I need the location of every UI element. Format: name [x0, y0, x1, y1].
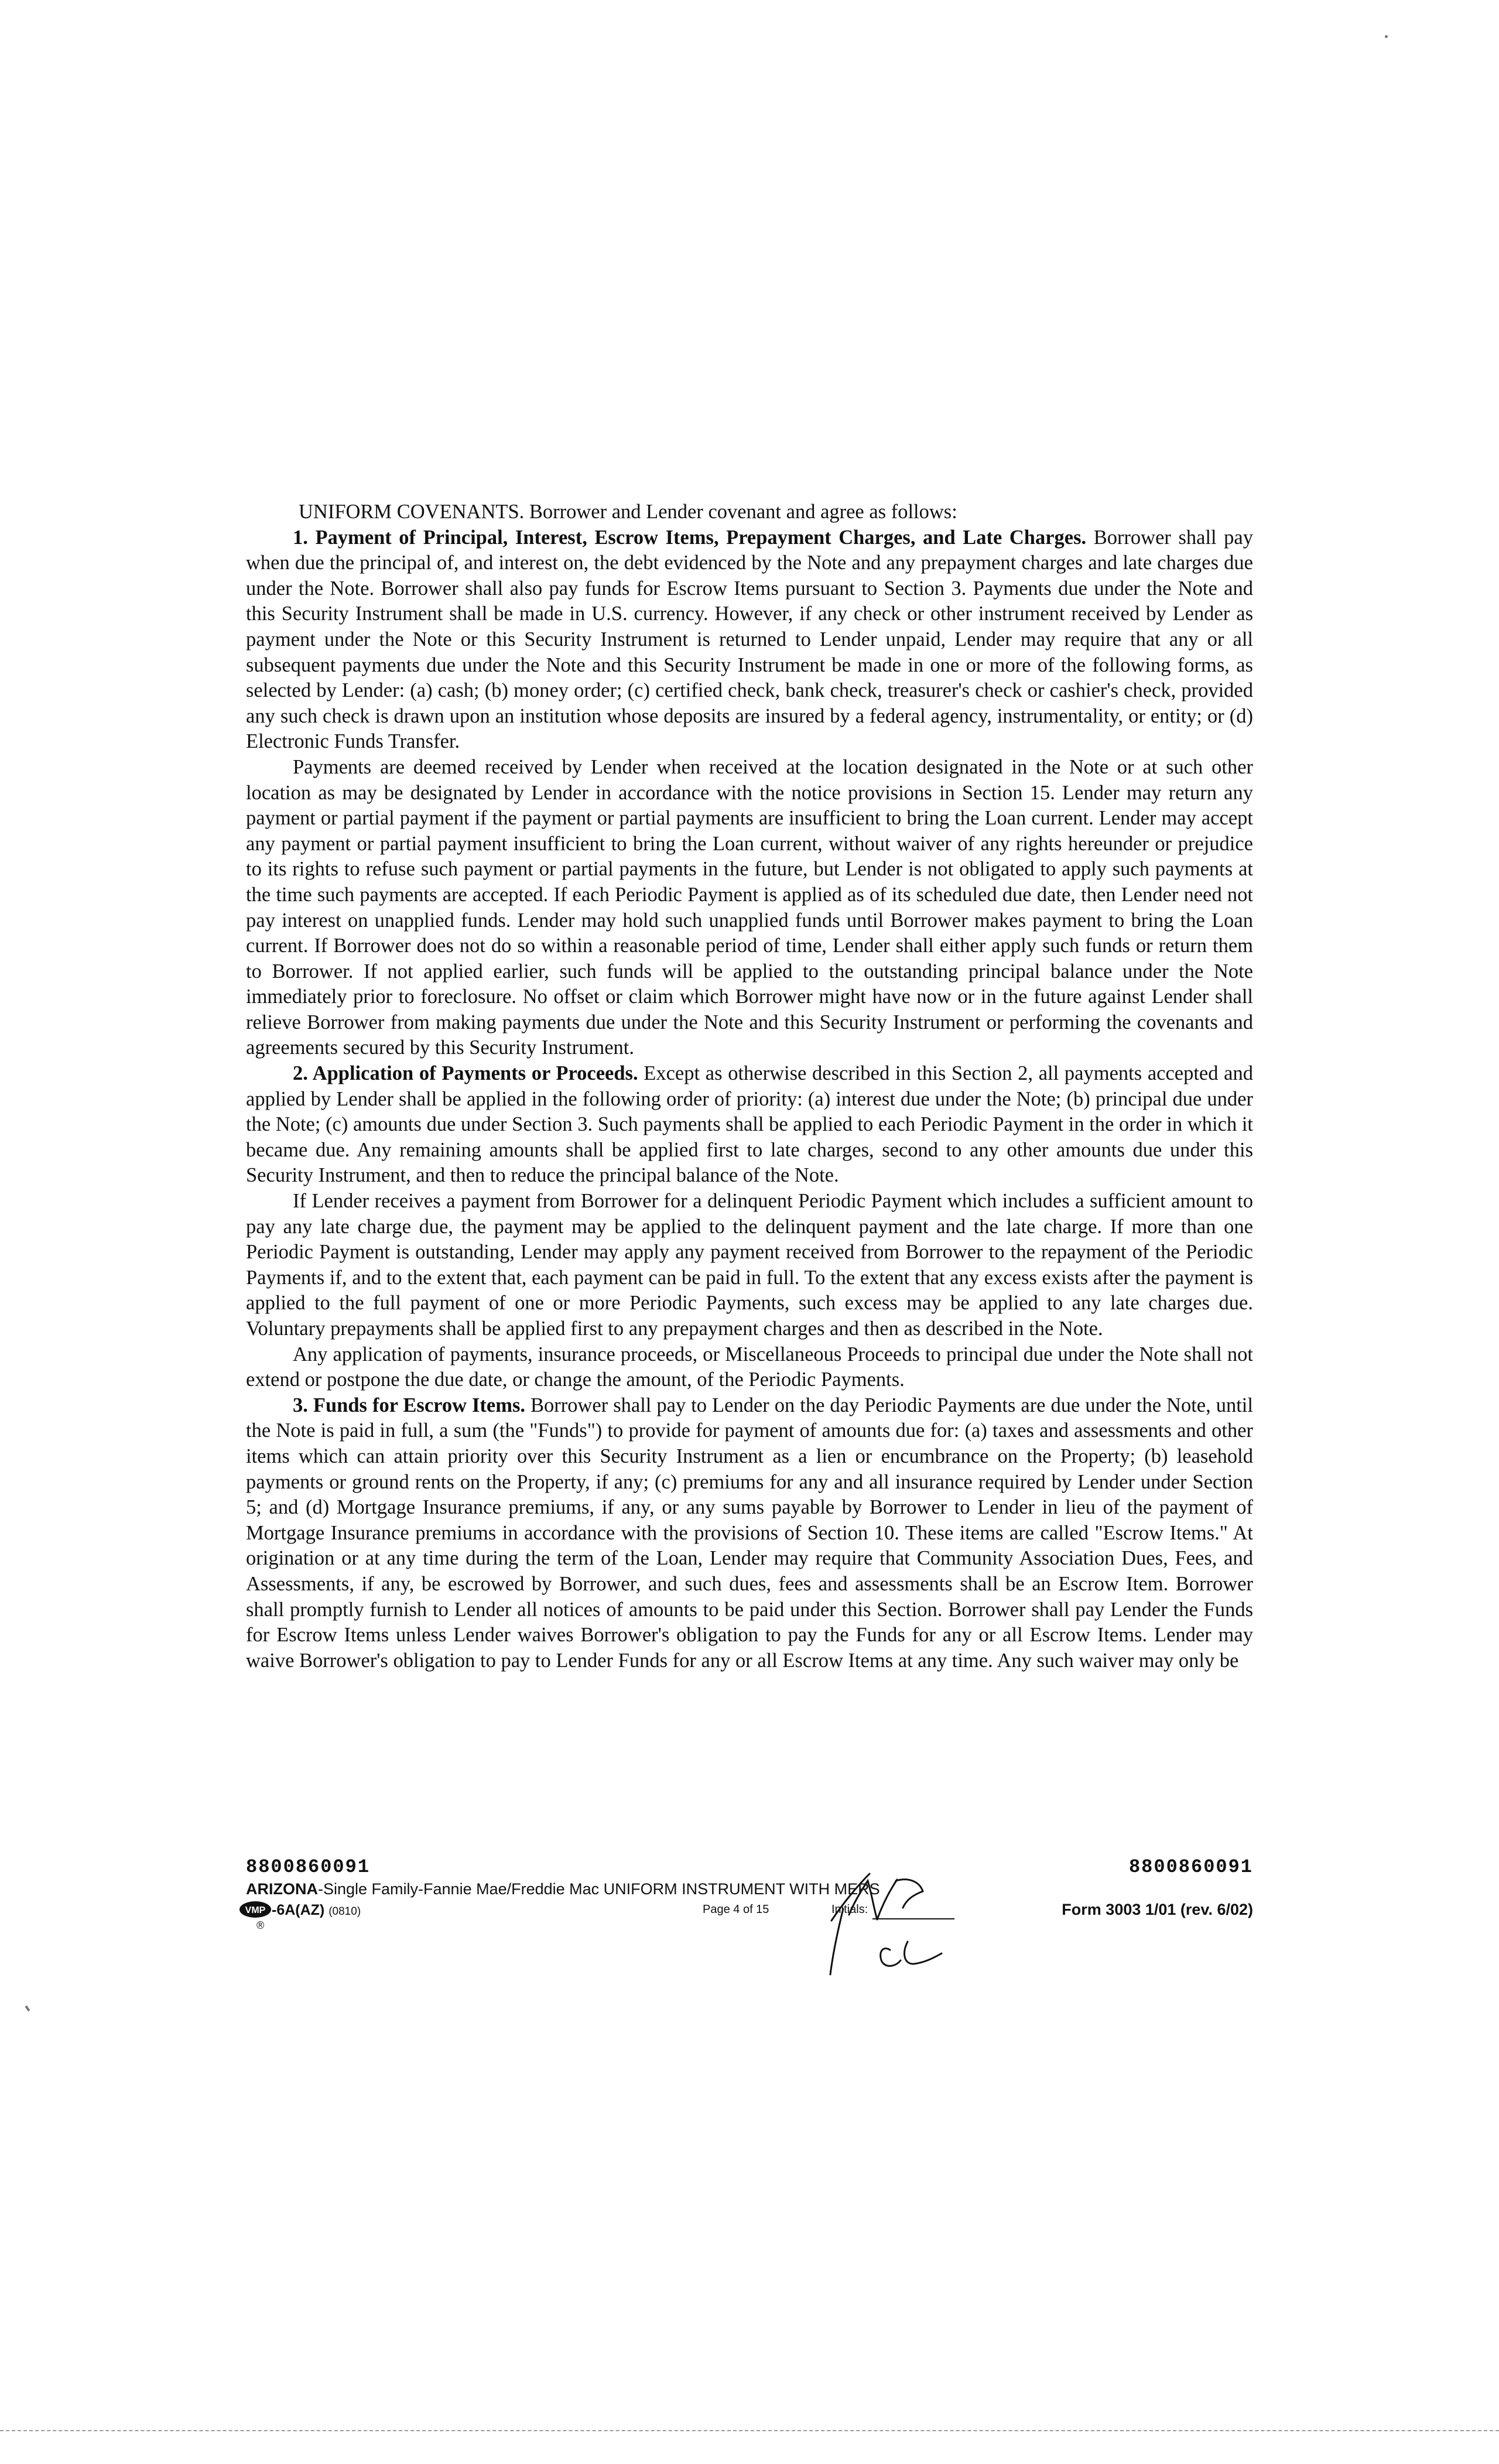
paragraph: [246, 1393, 1253, 1674]
form-code: [272, 1902, 361, 1919]
form-description: -Single Family-Fannie Mae/Freddie Mac UNIFORM INSTRUMENT WITH MERS: [318, 1880, 880, 1898]
paragraph: [246, 1342, 1253, 1393]
handwritten-initials-signature: [808, 1839, 960, 1991]
form-info-row: [245, 1898, 1253, 1931]
loan-number-left: 8800860091: [246, 1856, 371, 1878]
paragraph-text: Payments are deemed received by Lender when received at the location designated in the Note or at such other location as may be designated by Lender in accordance with the notice provisions in Section 15. Lender may return any payment or partial payment if the payment or partial payments are insufficient to bring the Loan current. Lender may accept any payment or partial payment insufficient to bring the Loan current, without waiver of any rights hereunder or prejudice to its rights to refuse such payment or partial payments in the future, but Lender is not obligated to apply such payments at the time such payments are accepted. If each Periodic Payment is applied as of its scheduled due date, then Lender need not pay interest on unapplied funds. Lender may hold such unapplied funds until Borrower makes payment to bring the Loan current. If Borrower does not do so within a reasonable period of time, Lender shall either apply such funds or return them to Borrower. If not applied earlier, such funds will be applied to the outstanding principal balance under the Note immediately prior to foreclosure. No offset or claim which Borrower might have now or in the future against Lender shall relieve Borrower from making payments due under the Note and this Security Instrument or performing the covenants and agreements secured by this Security Instrument.: [246, 755, 1253, 1059]
form-state: ARIZONA: [246, 1880, 318, 1898]
vmp-logo-text: VMP: [245, 1905, 266, 1915]
paragraph-text: Any application of payments, insurance proceeds, or Miscellaneous Proceeds to principal due under the Note shall not extend or postpone the due date, or change the amount, of the Periodic Payments.: [246, 1343, 1253, 1391]
form-number: Form 3003 1/01 (rev. 6/02): [1062, 1901, 1253, 1918]
registered-mark: ®: [256, 1919, 265, 1931]
paragraph: [246, 525, 1253, 755]
document-body: [246, 499, 1253, 1674]
paragraph-text: Borrower shall pay when due the principal of, and interest on, the debt evidenced by the Note and any prepayment charges and late charges due under the Note. Borrower shall also pay funds for Escrow Items pursuant to Section 3. Payments due under the Note and this Security Instrument shall be made in U.S. currency. However, if any check or other instrument received by Lender as payment under the Note or this Security Instrument is returned to Lender unpaid, Lender may require that any or all subsequent payments due under the Note and this Security Instrument be made in one or more of the following forms, as selected by Lender: (a) cash; (b) money order; (c) certified check, bank check, treasurer's check or cashier's check, provided any such check is drawn upon an institution whose deposits are insured by a federal agency, instrumentality, or entity; or (d) Electronic Funds Transfer.: [246, 526, 1253, 753]
paragraph-text: UNIFORM COVENANTS. Borrower and Lender covenant and agree as follows:: [299, 501, 957, 523]
paragraph-text: If Lender receives a payment from Borrower for a delinquent Periodic Payment which includes a sufficient amount to pay any late charge due, the payment may be applied to the delinquent payment and the late charge. If more than one Periodic Payment is outstanding, Lender may apply any payment received from Borrower to the repayment of the Periodic Payments if, and to the extent that, each payment can be paid in full. To the extent that any excess exists after the payment is applied to the full payment of one or more Periodic Payments, such excess may be applied to any late charges due. Voluntary prepayments shall be applied first to any prepayment charges and then as described in the Note.: [246, 1190, 1253, 1340]
form-code-suffix: (0810): [328, 1905, 361, 1918]
loan-number-right: 8800860091: [1128, 1856, 1253, 1878]
paragraph-heading: 1. Payment of Principal, Interest, Escrow Items, Prepayment Charges, and Late Charges.: [293, 526, 1087, 549]
scan-speck: [1385, 35, 1388, 38]
form-code-text: -6A(AZ): [272, 1902, 325, 1918]
page-edge-line: [0, 2430, 1499, 2431]
initials-label: Initials:: [831, 1903, 868, 1916]
paragraph-text: Except as otherwise described in this Section 2, all payments accepted and applied by Lender shall be applied in the following order of priority: (a) interest due under the Note; (b) principal due under the Note; (c) amounts due under Section 3. Such payments shall be applied to each Periodic Payment in the order in which it became due. Any remaining amounts shall be applied first to late charges, second to any other amounts due under this Security Instrument, and then to reduce the principal balance of the Note.: [246, 1062, 1253, 1187]
scan-speck: [25, 2006, 30, 2011]
paragraph: [246, 755, 1253, 1061]
paragraph: [246, 499, 1253, 525]
paragraph-text: Borrower shall pay to Lender on the day Periodic Payments are due under the Note, until the Note is paid in full, a sum (the "Funds") to provide for payment of amounts due for: (a) taxes and assessments and other items which can attain priority over this Security Instrument as a lien or encumbrance on the Property; (b) leasehold payments or ground rents on the Property, if any; (c) premiums for any and all insurance required by Lender under Section 5; and (d) Mortgage Insurance premiums, if any, or any sums payable by Borrower to Lender in lieu of the payment of Mortgage Insurance premiums in accordance with the provisions of Section 10. These items are called "Escrow Items." At origination or at any time during the term of the Loan, Lender may require that Community Association Dues, Fees, and Assessments, if any, be escrowed by Borrower, and such dues, fees and assessments shall be an Escrow Item. Borrower shall promptly furnish to Lender all notices of amounts to be paid under this Section. Borrower shall pay Lender the Funds for Escrow Items unless Lender waives Borrower's obligation to pay the Funds for any or all Escrow Items. Lender may waive Borrower's obligation to pay to Lender Funds for any or all Escrow Items at any time. Any such waiver may only be: [246, 1394, 1253, 1672]
paragraph: [246, 1061, 1253, 1189]
paragraph-heading: 3. Funds for Escrow Items.: [293, 1394, 526, 1416]
paragraph: [246, 1189, 1253, 1342]
page-number: Page 4 of 15: [703, 1903, 769, 1916]
form-title: [246, 1880, 1253, 1898]
form-footer: [245, 1856, 1253, 1931]
loan-number-row: [246, 1856, 1253, 1878]
paragraph-heading: 2. Application of Payments or Proceeds.: [293, 1062, 638, 1085]
vmp-logo-icon: [239, 1901, 272, 1918]
